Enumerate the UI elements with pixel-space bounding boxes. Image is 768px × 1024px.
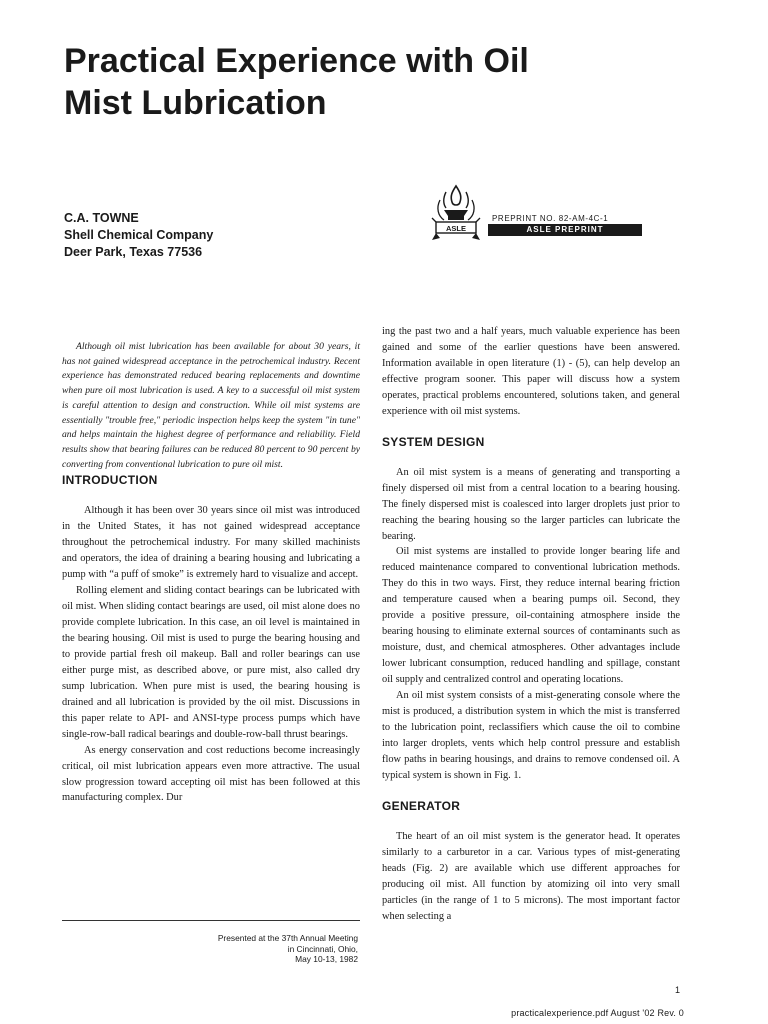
system-design-paragraph: An oil mist system consists of a mist-generating console where the mist is produced, a distribution system in which the mist is transferred to the lubrication point, reclassifiers which cause the oil to combine into larger droplets, vents which help control pressure and establish flow paths in bearing housings, and drains to remove condensed oil. A typical system is shown in Fig. 1.	[382, 690, 680, 781]
generator-paragraph: The heart of an oil mist system is the generator head. It operates similarly to a carburetor in a car. Various types of mist-generating heads (Fig. 2) are available which use different approaches for producing oil mist. All function by atomizing oil into very small particles (in the range of 1 to 5 microns). The most important factor when selecting a	[382, 830, 680, 922]
footnote	[62, 933, 358, 965]
system-design-paragraph: Oil mist systems are installed to provide longer bearing life and reduced maintenance compared to conventional lubrication methods. They do this in two ways. First, they reduce internal bearing friction and temperature caused when a bearing pumps oil. Second, they provide a positive pressure, oil-containing atmosphere inside the bearing housing to eliminate external sources of contaminants such as moisture, dust, and chemical atmospheres. Other advantages include lower lubricant consumption, reduced handling and spillage, constant oil supply and centralized control and operating locations.	[382, 546, 680, 686]
document-title	[64, 40, 684, 124]
logo-text: ASLE	[445, 224, 467, 233]
system-design-paragraph: An oil mist system is a means of generating and transporting a finely dispersed oil mist from a central location to a bearing housing. The finely dispersed mist is coalesced into larger droplets just prior to reaching the bearing housing so the larger particles can lubricate the bearing.	[382, 466, 680, 542]
abstract: Although oil mist lubrication has been available for about 30 years, it has not gained widespread acceptance in the petrochemical industry. Recent experience has demonstrated reduced bearing replacements and downtime when pure oil most lubrication is used. A key to a successful oil mist system is careful attention to design and construction. While oil mist systems are essentially "trouble free," periodic inspection helps keep the system "in tune" and helps maintain the highest degree of performance and reliability. Field results show that bearing failures can be reduced 80 percent to 90 percent by converting from conventional lubrication to pure oil mist.	[62, 341, 360, 470]
footnote-line: in Cincinnati, Ohio,	[287, 943, 358, 954]
title-line-2: Mist Lubrication	[64, 84, 327, 122]
author-location: Deer Park, Texas 77536	[64, 245, 203, 259]
introduction-paragraph: Although it has been over 30 years since oil mist was introduced in the United States, it has not gained widespread acceptance throughout the petrochemical industry. For many skilled machinists and operators, the idea of draining a bearing housing and lubricating a pump with “a puff of smoke” is extremely hard to visualize and accept.	[62, 505, 360, 581]
system-design-heading: SYSTEM DESIGN	[382, 434, 485, 449]
preprint-banner: ASLE PREPRINT	[488, 224, 642, 236]
footnote-line: May 10-13, 1982	[295, 954, 358, 964]
introduction-paragraph: As energy conservation and cost reductions become increasingly critical, oil mist lubrication appears even more attractive. The usual slow progression toward accepting oil mist has been followed at this manufacturing complex. Dur	[62, 744, 360, 804]
introduction-heading: INTRODUCTION	[62, 473, 158, 488]
asle-emblem-icon	[426, 182, 486, 244]
generator-heading: GENERATOR	[382, 798, 461, 813]
left-column	[62, 340, 360, 806]
introduction-paragraph-continued: ing the past two and a half years, much valuable experience has been gained and some of the earlier questions have been answered. Information available in open literature (1) - (5), can help develop an effective program sooner. This paper will discuss how a system operates, practical problems encountered, solutions taken, and general experience with oil mist systems.	[382, 326, 680, 417]
preprint-header	[426, 182, 626, 252]
title-line-1: Practical Experience with Oil	[64, 42, 529, 80]
footnote-divider	[62, 920, 360, 921]
author-name: C.A. TOWNE	[64, 211, 139, 225]
introduction-paragraph: Rolling element and sliding contact bearings can be lubricated with oil mist. When sliding contact bearings are used, oil mist alone does no provide complete lubrication. In this case, an oil level is maintained in the bearing housing. Oil mist is used to purge the bearing housing and to provide partial fresh oil makeup. Ball and roller bearings can use either purge mist, as described above, or pure mist, also called dry sump lubrication. When pure mist is used, the bearing housing is drained and all lubrication is provided by the oil mist. Discussions in this paper relate to API- and ANSI-type process pumps which have single-row-ball radical bearings and double-row-ball thrust bearings.	[62, 585, 360, 740]
author-company: Shell Chemical Company	[64, 228, 214, 242]
footer-file-info: practicalexperience.pdf August '02 Rev. 0	[511, 1008, 684, 1018]
right-column	[382, 324, 680, 925]
page-number: 1	[674, 985, 680, 995]
author-block	[64, 210, 213, 261]
footnote-line: Presented at the 37th Annual Meeting	[217, 933, 358, 943]
preprint-number: PREPRINT NO. 82-AM-4C-1	[492, 214, 609, 223]
